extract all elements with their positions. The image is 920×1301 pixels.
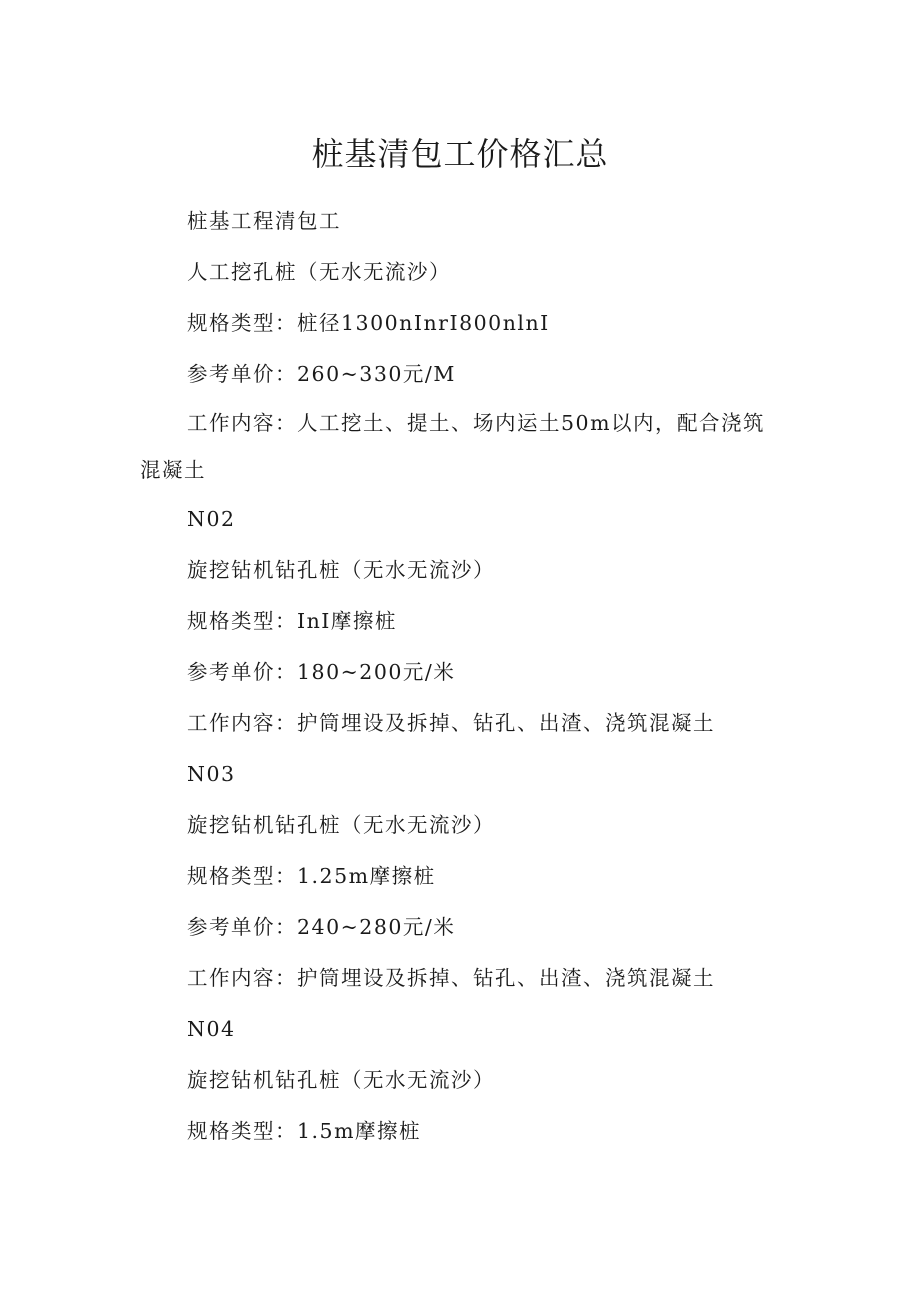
paragraph-spec-type: 规格类型：InI摩擦桩: [187, 609, 397, 633]
paragraph-spec-type: 规格类型：1.5m摩擦桩: [187, 1119, 422, 1143]
paragraph-item-number: N03: [187, 762, 236, 786]
paragraph-section-heading: 桩基工程清包工: [187, 209, 341, 233]
paragraph-work-content: 工作内容：护筒埋设及拆掉、钻孔、出渣、浇筑混凝土: [187, 966, 715, 990]
paragraph-spec-type: 规格类型：桩径1300nInrI800nlnI: [187, 311, 550, 335]
paragraph-item-name: 旋挖钻机钻孔桩（无水无流沙）: [187, 813, 495, 837]
paragraph-unit-price: 参考单价：240~280元/米: [187, 915, 456, 939]
paragraph-unit-price: 参考单价：260~330元/M: [187, 362, 456, 386]
paragraph-spec-type: 规格类型：1.25m摩擦桩: [187, 864, 436, 888]
document-body: [140, 196, 780, 1157]
paragraph-item-number: N02: [187, 507, 236, 531]
document-title: 桩基清包工价格汇总: [311, 135, 609, 173]
paragraph-item-name: 旋挖钻机钻孔桩（无水无流沙）: [187, 1068, 495, 1092]
paragraph-work-content: 工作内容：护筒埋设及拆掉、钻孔、出渣、浇筑混凝土: [187, 711, 715, 735]
paragraph-item-name: 人工挖孔桩（无水无流沙）: [187, 260, 451, 284]
paragraph-item-name: 旋挖钻机钻孔桩（无水无流沙）: [187, 558, 495, 582]
paragraph-work-content: 工作内容：人工挖土、提土、场内运土50m以内，配合浇筑混凝土: [140, 411, 766, 482]
paragraph-unit-price: 参考单价：180~200元/米: [187, 660, 456, 684]
paragraph-item-number: N04: [187, 1017, 236, 1041]
